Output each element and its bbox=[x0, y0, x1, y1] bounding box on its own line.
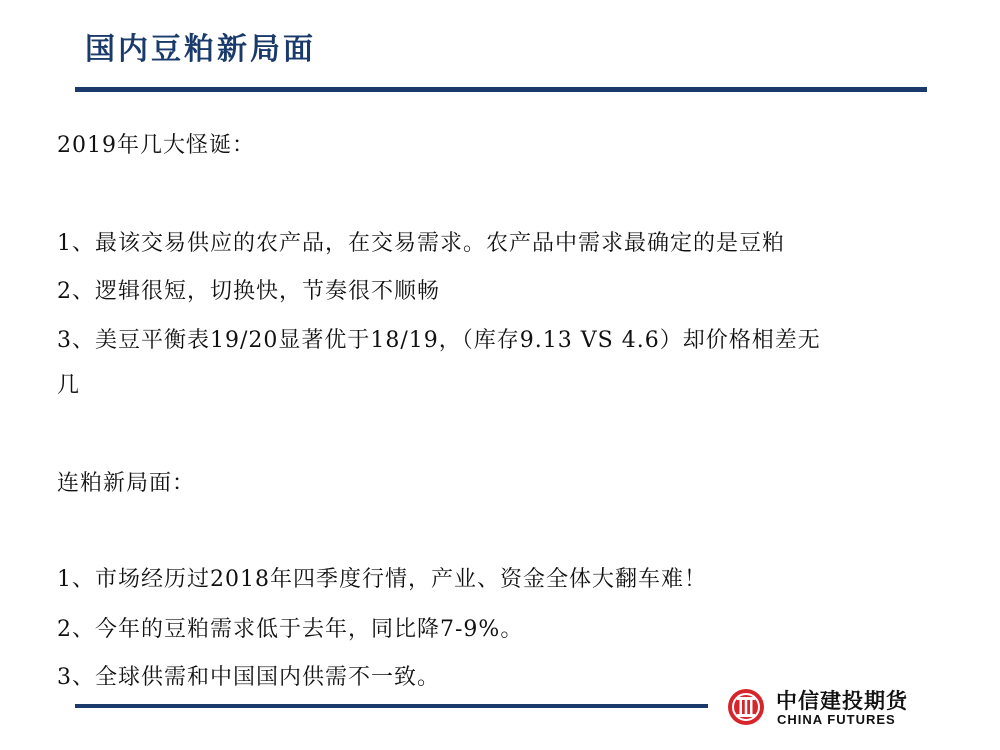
anomaly-item-3-continued: 几 bbox=[57, 373, 81, 398]
section-heading-new-situation: 连粕新局面： bbox=[57, 471, 196, 496]
anomaly-item-1: 1、最该交易供应的农产品，在交易需求。农产品中需求最确定的是豆粕 bbox=[57, 231, 785, 256]
logo-name-cn: 中信建投期货 bbox=[776, 689, 908, 713]
situation-item-1: 1、市场经历过2018年四季度行情，产业、资金全体大翻车难！ bbox=[57, 567, 707, 592]
situation-item-3: 3、全球供需和中国国内供需不一致。 bbox=[57, 665, 440, 690]
company-logo bbox=[726, 684, 956, 734]
slide-title: 国内豆粕新局面 bbox=[85, 32, 316, 67]
logo-name-en: CHINA FUTURES bbox=[777, 712, 896, 727]
citic-logo-icon bbox=[726, 687, 766, 727]
anomaly-item-2: 2、逻辑很短，切换快，节奏很不顺畅 bbox=[57, 279, 440, 304]
title-divider bbox=[75, 87, 927, 92]
section-heading-anomalies: 2019年几大怪诞： bbox=[57, 133, 255, 158]
situation-item-2: 2、今年的豆粕需求低于去年，同比降7-9%。 bbox=[57, 617, 524, 642]
anomaly-item-3: 3、美豆平衡表19/20显著优于18/19，（库存9.13 VS 4.6）却价格相差无 bbox=[57, 328, 821, 353]
footer-divider bbox=[75, 704, 708, 708]
